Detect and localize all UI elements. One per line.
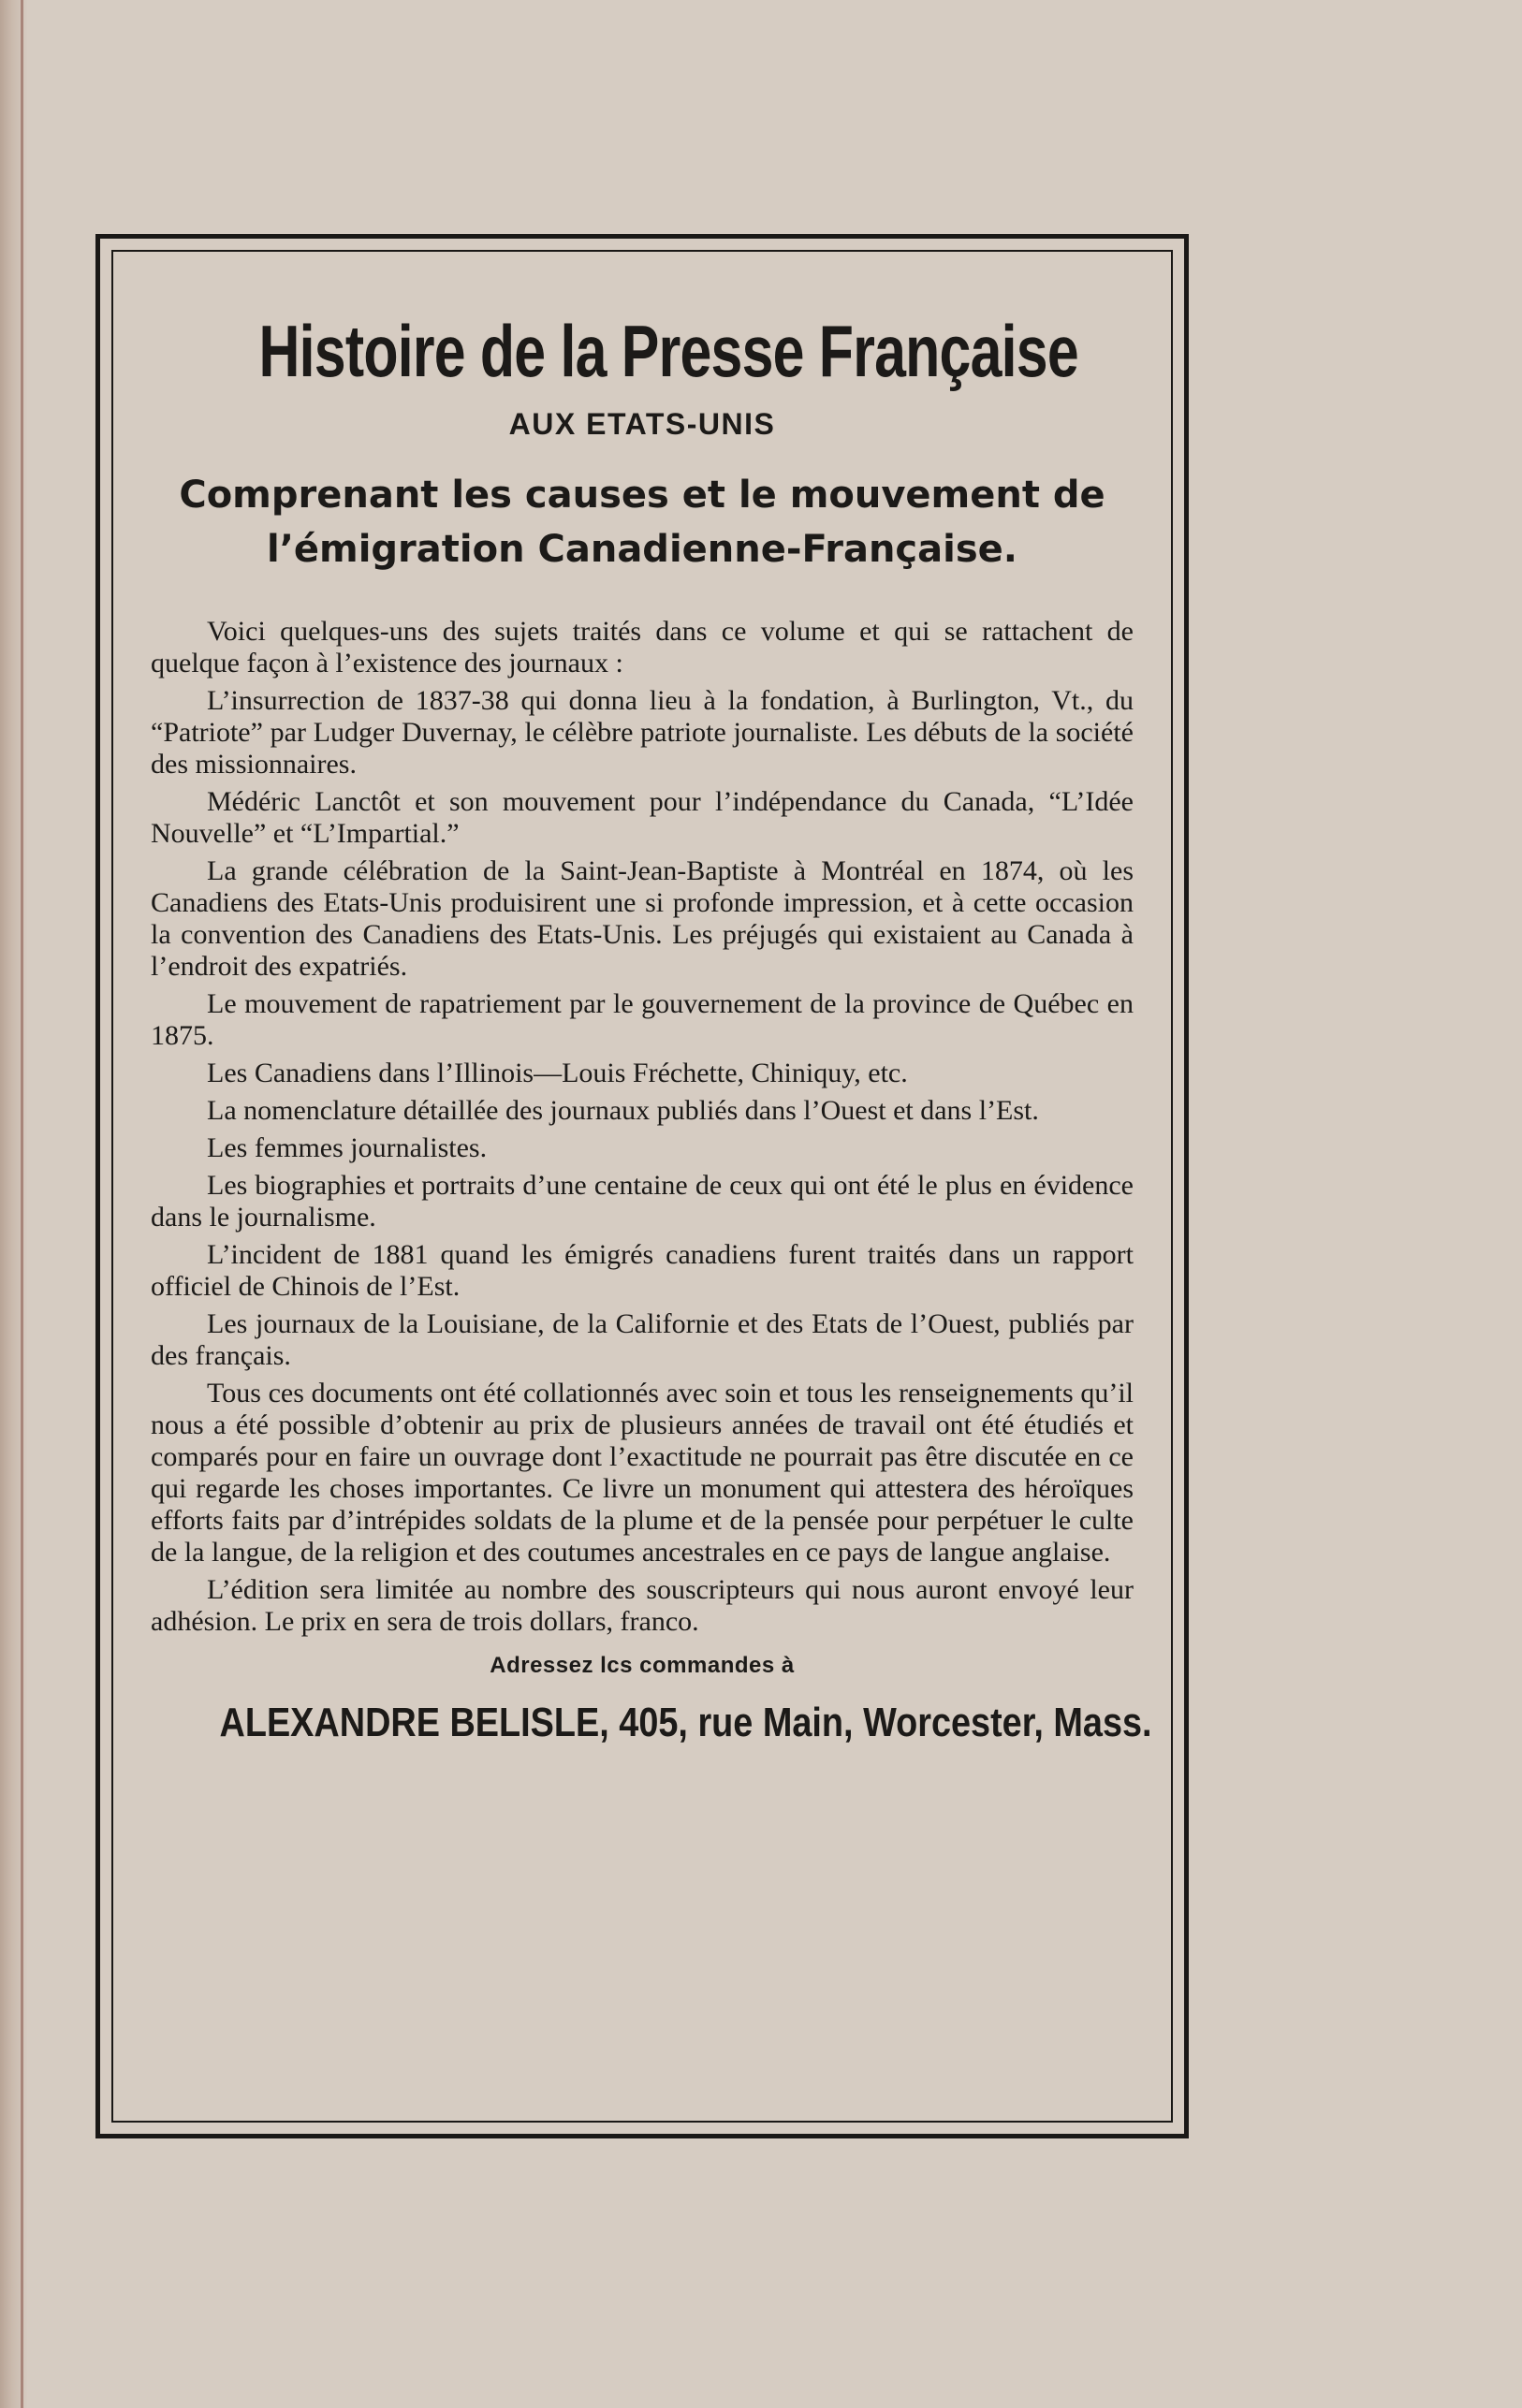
paragraph: L’insurrection de 1837-38 qui donna lieu à la fondation, à Burlington, Vt., du “Patriote” par Ludger Duvernay, le célèbre patriote journaliste. Les débuts de la société des missionnaires.: [151, 684, 1134, 780]
paragraph: Les Canadiens dans l’Illinois—Louis Fréchette, Chiniquy, etc.: [207, 1057, 908, 1088]
order-instruction: Adressez lcs commandes à: [490, 1652, 795, 1678]
paragraph: Les journaux de la Louisiane, de la Californie et des Etats de l’Ouest, publiés par des français.: [151, 1307, 1134, 1371]
lead-heading: Comprenant les causes et le mouvement de l’émigration Canadienne-Française.: [179, 473, 1105, 571]
advertisement-content: [151, 310, 1152, 2096]
paragraph: Médéric Lanctôt et son mouvement pour l’indépendance du Canada, “L’Idée Nouvelle” et “L’Impartial.”: [151, 785, 1134, 849]
paragraph: L’édition sera limitée au nombre des souscripteurs qui nous auront envoyé leur adhésion. Le prix en sera de trois dollars, franco.: [151, 1573, 1134, 1637]
paragraph: Tous ces documents ont été collationnés avec soin et tous les renseignements qu’il nous a été possible d’obtenir au prix de plusieurs années de travail ont été étudiés et comparés pour en faire un ouvrage dont l’exactitude ne pourrait pas être discutée en ce qui regarde les choses importantes. Ce livre un monument qui attestera des héroïques efforts faits par d’intrépides soldats de la plume et de la pensée pour perpétuer le culte de la langue, de la religion et des coutumes ancestrales en ce pays de langue anglaise.: [151, 1377, 1134, 1568]
page-edge: [0, 0, 28, 2408]
page-title: Histoire de la Presse Française: [258, 310, 1078, 392]
paragraph: L’incident de 1881 quand les émigrés canadiens furent traités dans un rapport officiel de Chinois de l’Est.: [151, 1238, 1134, 1302]
paragraph: Voici quelques-uns des sujets traités dans ce volume et qui se rattachent de quelque façon à l’existence des journaux :: [151, 615, 1134, 679]
publisher-address: ALEXANDRE BELISLE, 405, rue Main, Worcester, Mass.: [219, 1699, 1152, 1745]
body-text: [151, 616, 1134, 1638]
paragraph: La nomenclature détaillée des journaux publiés dans l’Ouest et dans l’Est.: [207, 1094, 1039, 1126]
paragraph: La grande célébration de la Saint-Jean-Baptiste à Montréal en 1874, où les Canadiens des Etats-Unis produisirent une si profonde impression, et à cette occasion la convention des Canadiens des Etats-Unis. Les préjugés qui existaient au Canada à l’endroit des expatriés.: [151, 854, 1134, 982]
paragraph: Les femmes journalistes.: [207, 1131, 488, 1163]
advertisement-frame: [95, 234, 1189, 2138]
page-edge-line: [21, 0, 23, 2408]
subtitle: AUX ETATS-UNIS: [508, 406, 776, 441]
paragraph: Le mouvement de rapatriement par le gouvernement de la province de Québec en 1875.: [151, 987, 1134, 1051]
paragraph: Les biographies et portraits d’une centaine de ceux qui ont été le plus en évidence dans le journalisme.: [151, 1169, 1134, 1233]
